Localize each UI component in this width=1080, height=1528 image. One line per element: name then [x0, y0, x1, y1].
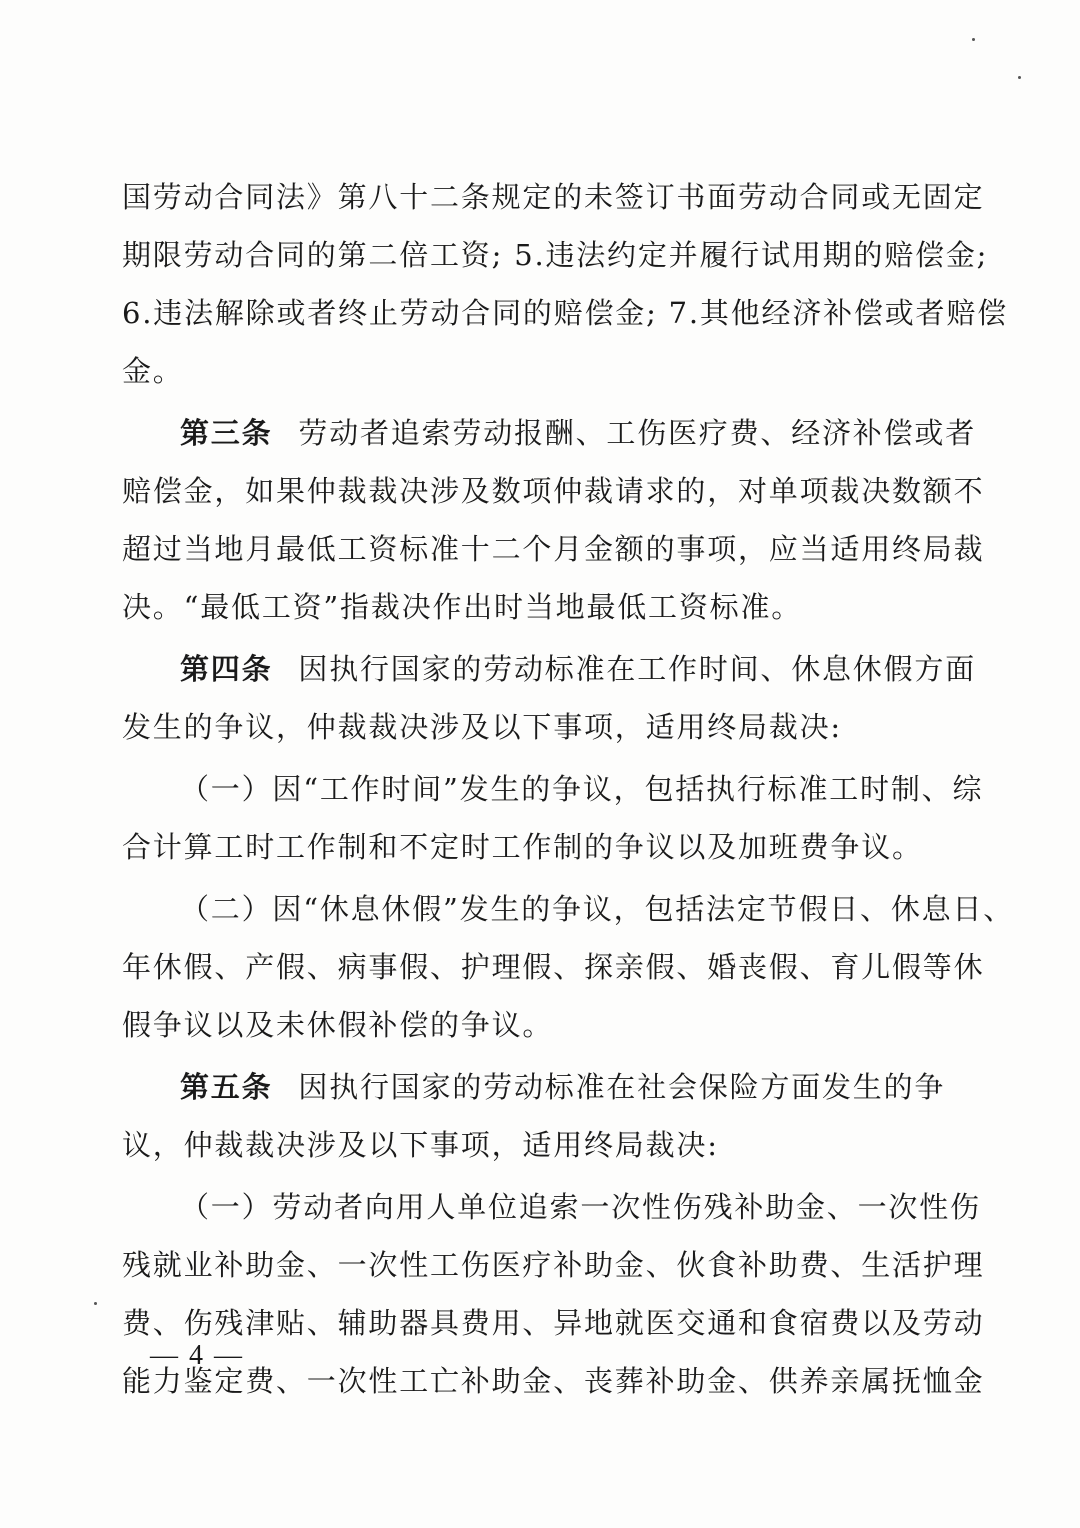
- article-3-number: 第三条: [180, 416, 273, 450]
- article-4-item-2-line: 年休假、产假、病事假、护理假、探亲假、婚丧假、育儿假等休: [122, 950, 985, 984]
- article-4-line: 发生的争议，仲裁裁决涉及以下事项，适用终局裁决:: [122, 710, 842, 744]
- article-5-item-1-line: （一）劳动者向用人单位追索一次性伤残补助金、一次性伤: [180, 1190, 981, 1224]
- article-5-item-1-line: 能力鉴定费、一次性工亡补助金、丧葬补助金、供养亲属抚恤金: [122, 1364, 985, 1398]
- text-line: 期限劳动合同的第二倍工资; 5.违法约定并履行试用期的赔偿金;: [122, 238, 989, 272]
- article-4-line: [122, 640, 977, 698]
- article-5-line: 议，仲裁裁决涉及以下事项，适用终局裁决:: [122, 1128, 719, 1162]
- article-5-number: 第五条: [180, 1070, 273, 1104]
- article-3-text: 劳动者追索劳动报酬、工伤医疗费、经济补偿或者: [298, 416, 977, 450]
- article-3-line: 赔偿金，如果仲裁裁决涉及数项仲裁请求的，对单项裁决数额不: [122, 474, 985, 508]
- article-3-line: 决。“最低工资”指裁决作出时当地最低工资标准。: [122, 590, 803, 624]
- article-4-text: 因执行国家的劳动标准在工作时间、休息休假方面: [298, 652, 977, 686]
- scan-speck: [972, 38, 975, 41]
- text-line: 国劳动合同法》第八十二条规定的未签订书面劳动合同或无固定: [122, 180, 985, 214]
- article-4-number: 第四条: [180, 652, 273, 686]
- article-5-text: 因执行国家的劳动标准在社会保险方面发生的争: [298, 1070, 946, 1104]
- scan-speck: [94, 1302, 97, 1305]
- page-number: — 4 —: [150, 1340, 244, 1371]
- article-4-item-2-line: （二）因“休息休假”发生的争议，包括法定节假日、休息日、: [180, 892, 1015, 926]
- article-4-item-1-line: 合计算工时工作制和不定时工作制的争议以及加班费争议。: [122, 830, 923, 864]
- article-3-line: 超过当地月最低工资标准十二个月金额的事项，应当适用终局裁: [122, 532, 985, 566]
- article-5-line: [122, 1058, 946, 1116]
- article-3-line: [122, 404, 977, 462]
- article-5-item-1-line: 残就业补助金、一次性工伤医疗补助金、伙食补助费、生活护理: [122, 1248, 985, 1282]
- document-body: [122, 168, 1015, 1410]
- scan-speck: [1018, 76, 1021, 79]
- text-line: 6.违法解除或者终止劳动合同的赔偿金; 7.其他经济补偿或者赔偿: [122, 296, 1008, 330]
- article-4-item-1-line: （一）因“工作时间”发生的争议，包括执行标准工时制、综: [180, 772, 984, 806]
- article-5-item-1-line: 费、伤残津贴、辅助器具费用、异地就医交通和食宿费以及劳动: [122, 1306, 985, 1340]
- article-4-item-2-line: 假争议以及未休假补偿的争议。: [122, 1008, 554, 1042]
- text-line: 金。: [122, 354, 184, 388]
